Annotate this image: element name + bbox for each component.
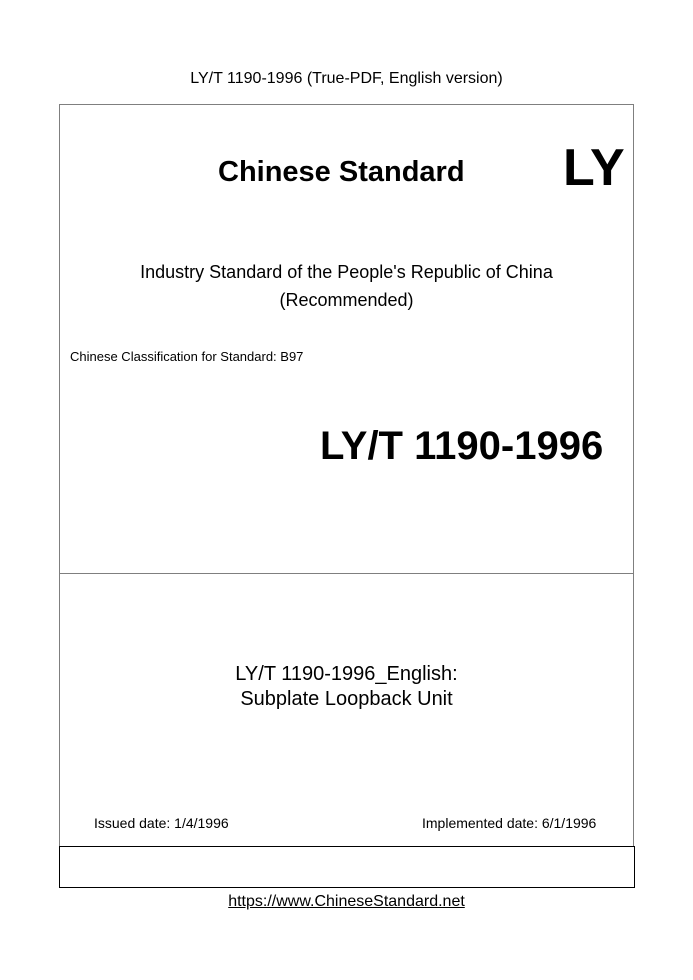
- cover-title: Chinese Standard: [218, 156, 465, 188]
- industry-standard-text: [59, 258, 634, 314]
- footer-box: [59, 846, 635, 888]
- document-title: [59, 662, 634, 712]
- industry-line-2: (Recommended): [279, 290, 414, 310]
- classification-text: Chinese Classification for Standard: B97: [70, 349, 304, 364]
- document-title-line-1: LY/T 1190-1996_English:: [235, 663, 458, 685]
- implemented-date: Implemented date: 6/1/1996: [422, 815, 597, 831]
- issued-date: Issued date: 1/4/1996: [94, 815, 229, 831]
- ly-mark: LY: [563, 139, 625, 197]
- website-link[interactable]: https://www.ChineseStandard.net: [228, 893, 465, 910]
- document-title-line-2: Subplate Loopback Unit: [240, 688, 453, 710]
- standard-number: LY/T 1190-1996: [320, 424, 604, 468]
- page-header: LY/T 1190-1996 (True-PDF, English version): [190, 70, 503, 87]
- website-link-container: [0, 893, 693, 911]
- industry-line-1: Industry Standard of the People's Republic of China: [140, 262, 553, 282]
